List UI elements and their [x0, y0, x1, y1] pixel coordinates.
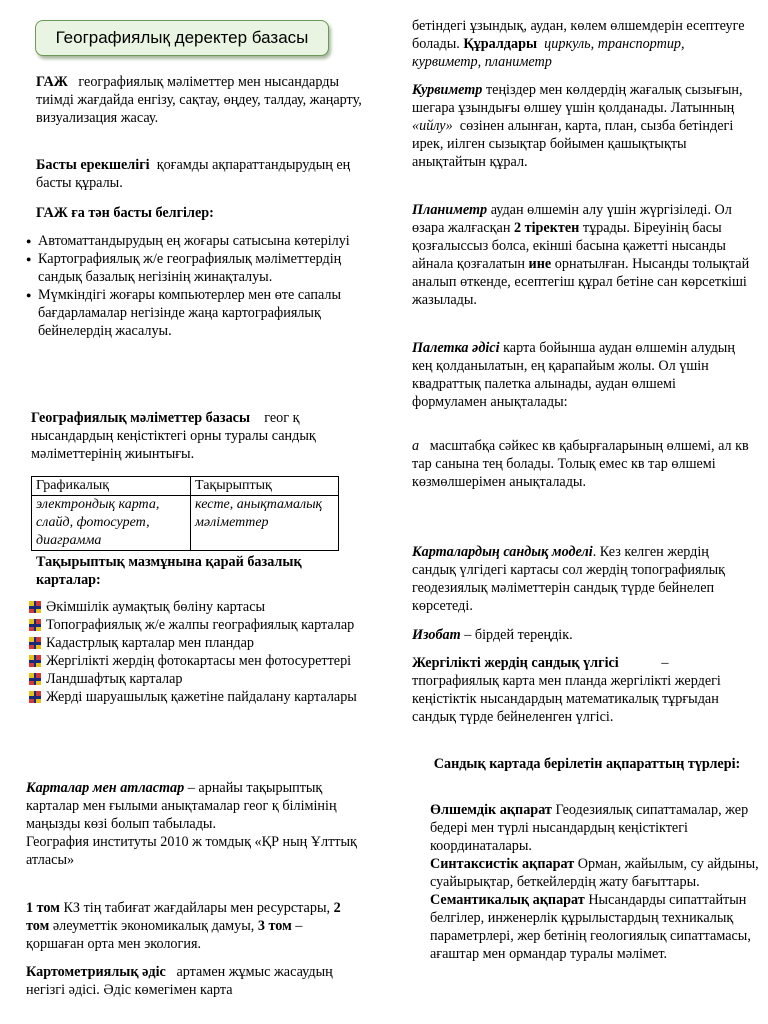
volume-2-text: әлеуметтік экономикалық дамуы,: [49, 918, 258, 934]
db-text: геог қ нысандардың кеңістіктегі орны туралы сандық мәліметтерінің жиынтығы.: [31, 410, 316, 462]
flag-bullet-icon: [29, 637, 41, 649]
main-feature-text: қоғамды ақпараттандырудың ең басты құралы.: [36, 157, 351, 191]
digital-model-block: Карталардың сандық моделі. Кез келген жердің сандық үлгідегі картасы сол жердің топографиялық геодезиялық мәліметтерін сандық түрде бейнелеп көрсетеді.: [412, 544, 726, 614]
volume-1-text: КЗ тің табиғат жағдайлары мен ресурстары,: [59, 900, 334, 916]
gaj-term: ГАЖ: [36, 74, 68, 90]
info-types-list: [430, 801, 766, 963]
main-feature: [36, 156, 371, 192]
signs-list-item: ● Автоматтандырудың ең жоғары сатысына көтерілуі: [22, 232, 362, 250]
paletka-block: Палетка әдісі карта бойынша аудан өлшемін алудың кең қолданылатын, ең қарапайым жолы. Ол үшін квадраттық палетка алынады, аудан өлшемі формуламен анықталады:: [412, 340, 735, 410]
base-maps-heading: Тақырыптық мазмұнына қарай базалық карталар:: [36, 554, 302, 588]
cartometry-block: [26, 963, 356, 999]
local-model-term: Жергілікті жердің сандық үлгісі: [412, 655, 619, 671]
cartometry-continued: бетіндегі ұзындық, аудан, көлем өлшемдерін есептеуге болады. Құралдары циркуль, транспортир, курвиметр, планиметр: [412, 18, 745, 70]
flag-bullet-icon: [29, 601, 41, 613]
paletka-term: Палетка әдісі: [412, 340, 500, 356]
table-cell: кесте, анықтамалық мәліметтер: [195, 497, 323, 530]
atlas-volumes: [26, 899, 356, 953]
atlas-term: Карталар мен атластар: [26, 780, 185, 796]
flag-bullet-icon: [29, 673, 41, 685]
flag-bullet-icon: [29, 655, 41, 667]
izobat-block: Изобат – бірдей тереңдік.: [412, 627, 573, 643]
volume-1-label: 1 том: [26, 900, 60, 916]
tools-list: циркуль, транспортир, курвиметр, планиметр: [412, 36, 685, 70]
page-title: Географиялық деректер базасы: [35, 20, 329, 56]
signs-list-item: ● Мүмкіндігі жоғары компьютерлер мен өте сапалы бағдарламалар негізінде жаңа картографиялық бейнелердің жасалуы.: [22, 286, 362, 340]
kurvimetr-term: Курвиметр: [412, 82, 483, 98]
base-maps-list: [26, 598, 366, 706]
cartometry-term: Картометриялық әдіс: [26, 964, 166, 980]
table-header: Тақырыптық: [191, 477, 339, 496]
info-type-syntax: Синтаксистік ақпарат Орман, жайылым, су айдыны, суайырықтар, беткейлердің жату бағыттары.: [430, 856, 759, 890]
main-feature-term: Басты ерекшелігі: [36, 157, 150, 173]
info-type-metric: Өлшемдік ақпарат Геодезиялық сипаттамалар, жер бедері мен түрлі нысандардың кеңістіктегі координаталары.: [430, 802, 749, 854]
formula-a: а: [412, 438, 420, 454]
local-model-block: Жергілікті жердің сандық үлгісі – тпографиялық карта мен планда жергілікті жердегі кеңістіктік нысандардың математикалық тұрғыдан сандық түрде бейнеленген үлгісі.: [412, 655, 721, 725]
volume-3-label: 3 том: [257, 918, 292, 934]
signs-heading: ГАЖ ға тән басты белгілер:: [36, 205, 214, 221]
signs-list-item: ● Картографиялық ж/е географиялық мәліметтердің сандық базалық негізінің жинақталуы.: [22, 250, 362, 286]
volume-2-label: 2 том: [26, 900, 341, 934]
gaj-text: географиялық мәліметтер мен нысандарды тиімді жағдайда енгізу, сақтау, өңдеу, талдау, жаңарту, визуализация жасау.: [36, 74, 362, 126]
planimetr-block: Планиметр аудан өлшемін алу үшін жүргізіледі. Ол өзара жалғасқан 2 тіректен тұрады. Біреуінің басы қозғалыссыз болса, екінші басына қажетті нысанды айнала қозғалатын ине орнатылған. Нысанды толықтай аналып өткенде, есептегіш құрал бетіне сан көрсеткіші жазылады.: [412, 202, 750, 308]
base-maps-item: Жергілікті жердің фотокартасы мен фотосуреттері: [26, 652, 366, 670]
data-types-table: [31, 476, 339, 551]
base-maps-item: Жерді шаруашылық қажетіне пайдалану карталары: [26, 688, 366, 706]
flag-bullet-icon: [29, 619, 41, 631]
digital-model-term: Карталардың сандық моделі: [412, 544, 593, 560]
atlas-line: География институты 2010 ж томдық «ҚР ның Ұлттық атласы»: [26, 834, 357, 868]
base-maps-item: Кадастрлық карталар мен пландар: [26, 634, 366, 652]
atlas-block: [26, 779, 361, 869]
gaj-definition: [36, 73, 371, 127]
table-cell: электрондық карта, слайд, фотосурет, диаграмма: [36, 497, 160, 548]
base-maps-item: Әкімшілік аумақтық бөліну картасы: [26, 598, 366, 616]
formula-explanation: масштабқа сәйкес кв қабырғаларының өлшемі, ал кв тар санына тең болады. Толық емес кв тар өлшемі көзмөлшерімен анықталады.: [412, 438, 749, 490]
cartometry-text: артамен жұмыс жасаудың негізгі әдісі. Әдіс көмегімен карта: [26, 964, 333, 998]
planimetr-term: Планиметр: [412, 202, 488, 218]
base-maps-item: Топографиялық ж/е жалпы географиялық карталар: [26, 616, 366, 634]
flag-bullet-icon: [29, 691, 41, 703]
paletka-formula: [412, 437, 752, 491]
izobat-term: Изобат: [412, 627, 461, 643]
base-maps-item: Ландшафтық карталар: [26, 670, 366, 688]
tools-term: Құралдары: [463, 36, 538, 52]
atlas-text: – арнайы тақырыптық карталар мен ғылыми анықтамалар геог қ білімінің маңызды көзі болып табылады.: [26, 780, 337, 832]
volume-3-text: – қоршаған орта мен экология.: [26, 918, 303, 952]
info-type-semantic: Семантикалық ақпарат Нысандарды сипаттайтын белгілер, инженерлік құрылыстардың техникалық параметрлері, жер бетінің геологиялық сипаттамасы, ағаштар мен ормандар туралы мәлімет.: [430, 892, 751, 962]
db-definition: [31, 409, 361, 463]
db-term: Географиялық мәліметтер базасы: [31, 410, 251, 426]
info-types-heading: Сандық картада берілетін ақпараттың түрлері:: [433, 756, 741, 772]
kurvimetr-block: Курвиметр теңіздер мен көлдердің жағалық сызығын, шегара ұзындығы өлшеу үшін қолданады. Латынның «ийлу» сөзінен алынған, карта, план, сызба бетіндегі ирек, иілген сызықтар бойымен қашықтықты анықтайтын құрал.: [412, 82, 743, 170]
signs-list: [22, 232, 362, 340]
table-header: Графикалық: [32, 477, 191, 496]
